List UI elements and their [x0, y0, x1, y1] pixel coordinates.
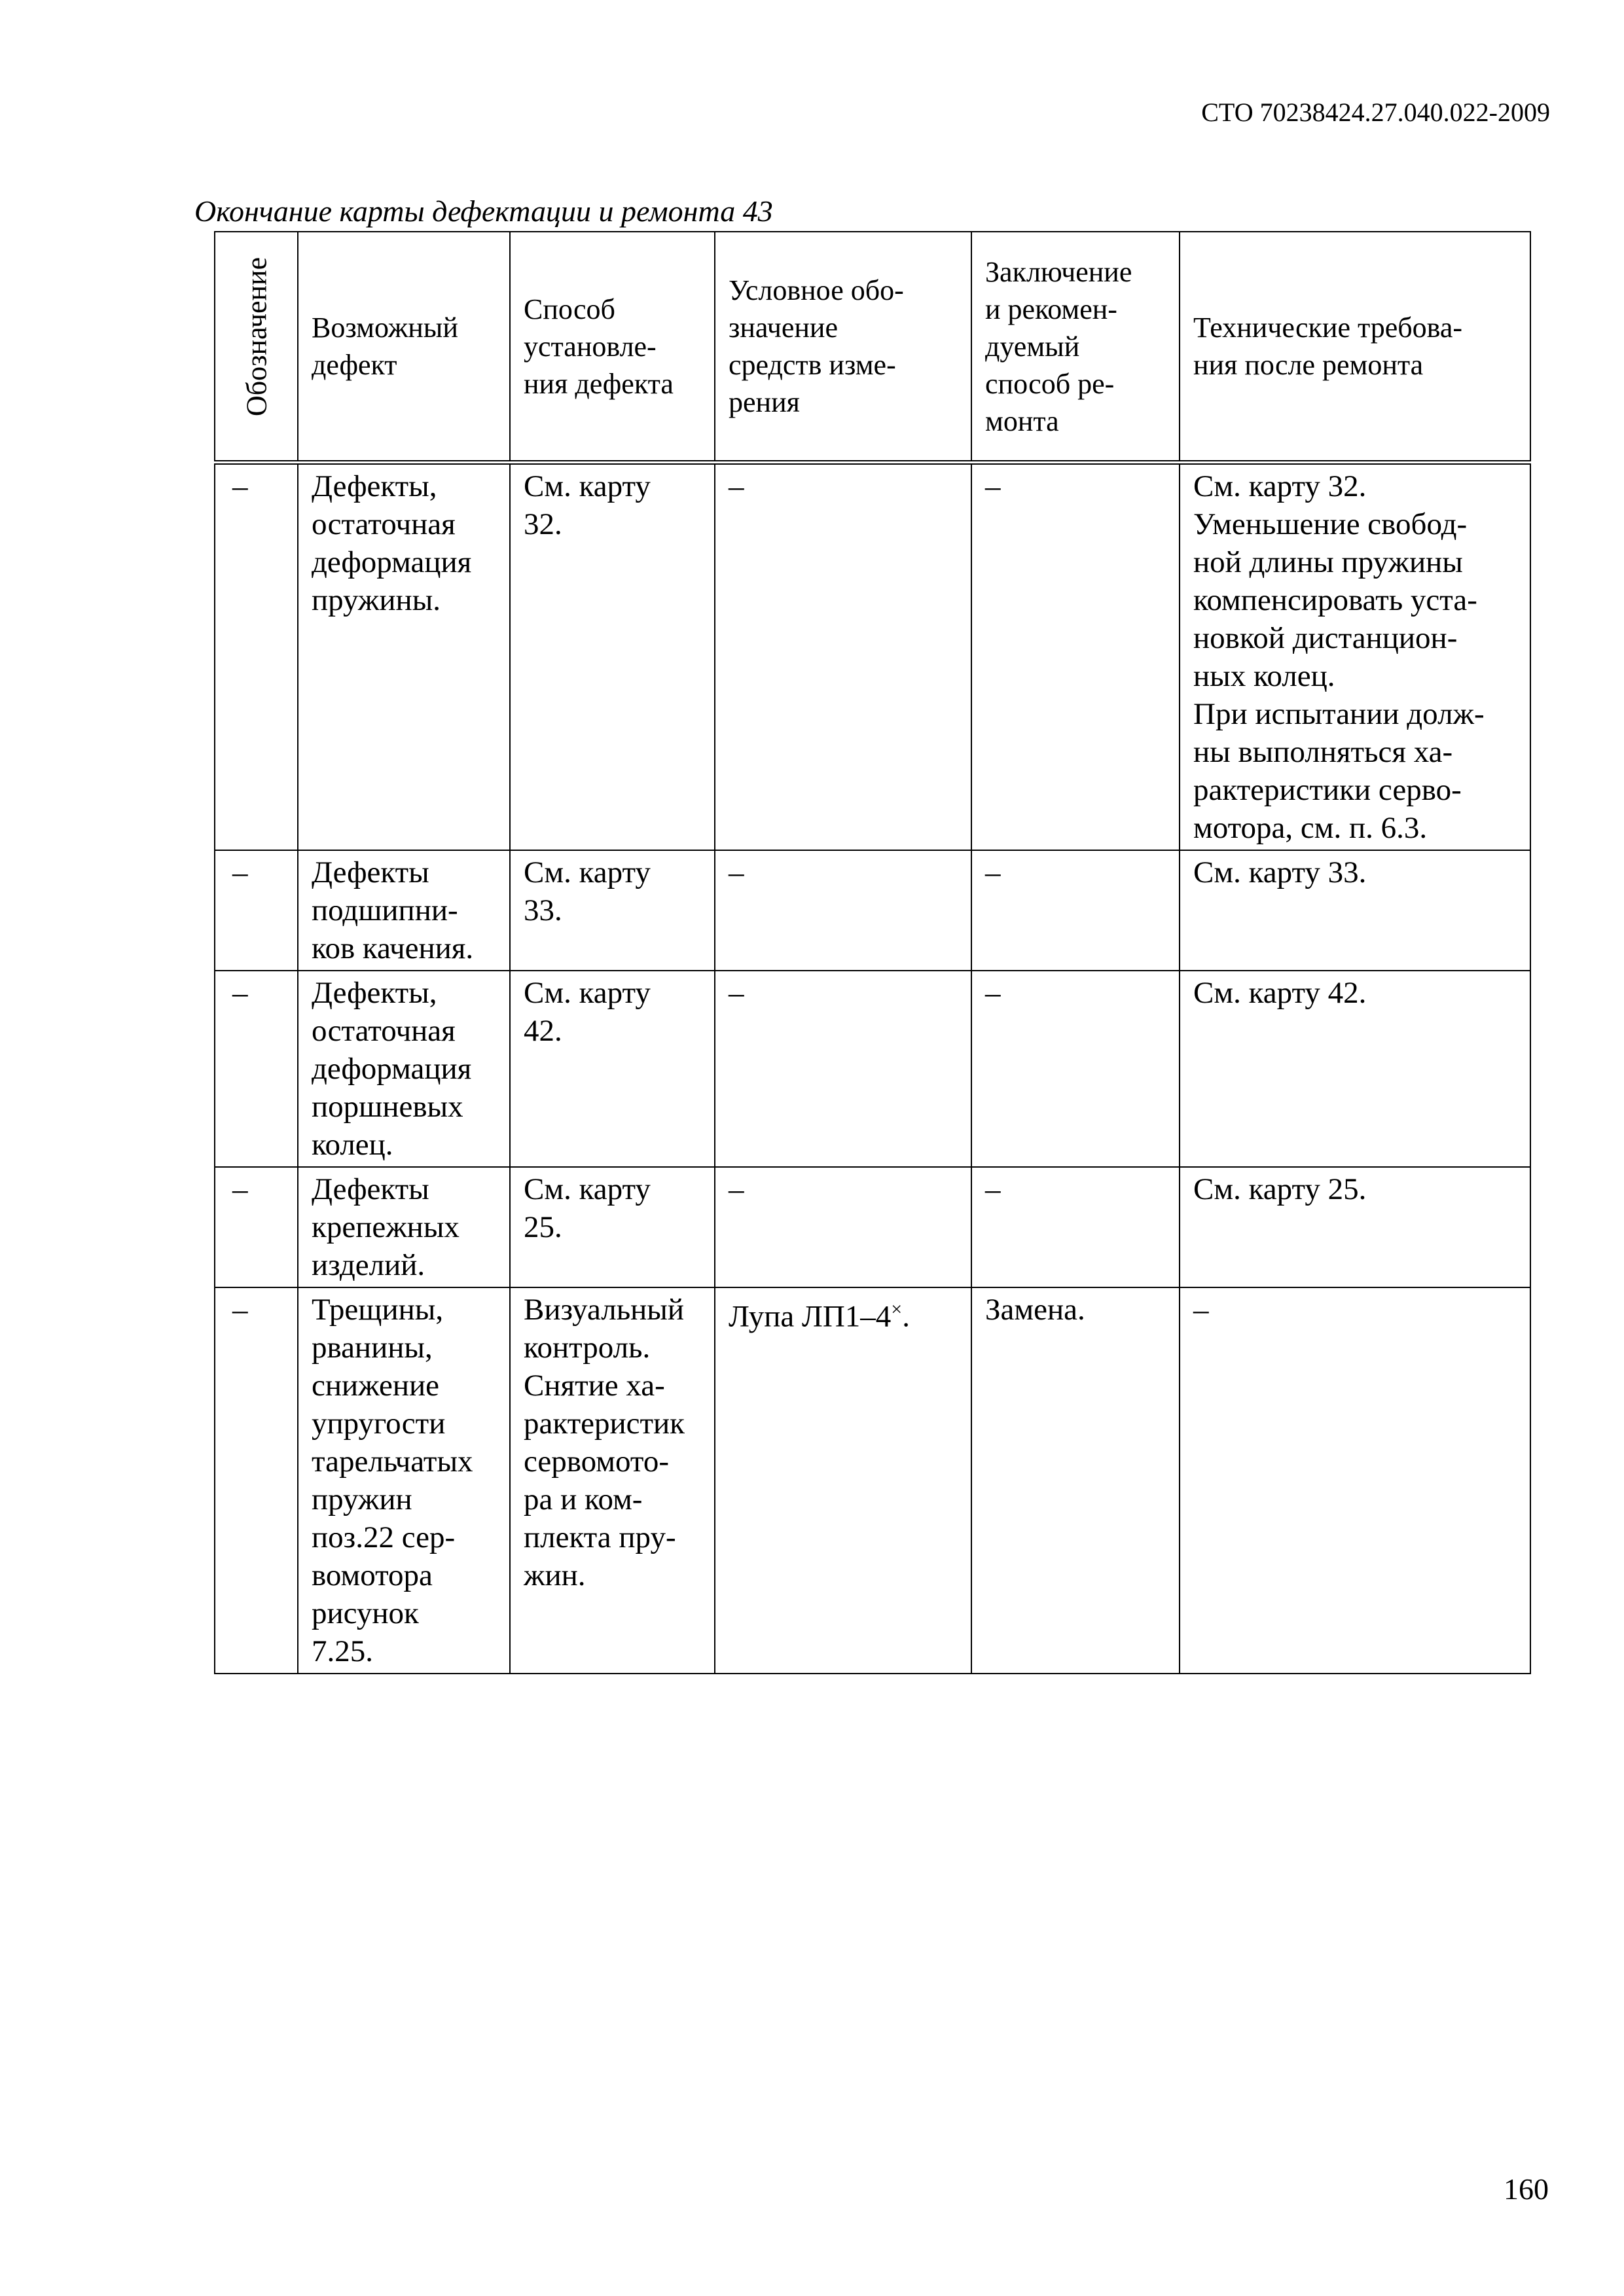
cell-measuring-means: – — [715, 850, 971, 971]
cell-measuring-means: – — [715, 463, 971, 851]
cell-defect: Дефекты крепежных изделий. — [298, 1167, 510, 1287]
cell-designation: – — [215, 463, 298, 851]
cell-detection-method: Визуальный контроль. Снятие ха- рактеристик сервомото- ра и ком- плекта пру- жин. — [510, 1287, 715, 1674]
cell-defect: Дефекты, остаточная деформация пружины. — [298, 463, 510, 851]
table-header-row — [215, 232, 1530, 463]
cell-measuring-means: – — [715, 971, 971, 1167]
column-header-measuring-means: Условное обо- значение средств изме- рения — [715, 232, 971, 463]
table-row — [215, 850, 1530, 971]
cell-detection-method: См. карту 32. — [510, 463, 715, 851]
cell-conclusion: – — [971, 463, 1180, 851]
cell-conclusion: – — [971, 1167, 1180, 1287]
cell-requirements: – — [1180, 1287, 1530, 1674]
cell-designation: – — [215, 971, 298, 1167]
cell-measuring-means: Лупа ЛП1–4×. — [715, 1287, 971, 1674]
column-header-detection-method: Способ установле- ния дефекта — [510, 232, 715, 463]
table-row — [215, 1167, 1530, 1287]
cell-defect: Дефекты подшипни- ков качения. — [298, 850, 510, 971]
page-number: 160 — [1504, 2172, 1549, 2206]
cell-requirements: См. карту 42. — [1180, 971, 1530, 1167]
cell-detection-method: См. карту 25. — [510, 1167, 715, 1287]
column-header-defect: Возможный дефект — [298, 232, 510, 463]
cell-defect: Трещины, рванины, снижение упругости тарельчатых пружин поз.22 сер- вомотора рисунок 7.25. — [298, 1287, 510, 1674]
cell-conclusion: Замена. — [971, 1287, 1180, 1674]
cell-conclusion: – — [971, 850, 1180, 971]
cell-measuring-means: – — [715, 1167, 971, 1287]
table-caption: Окончание карты дефектации и ремонта 43 — [194, 194, 773, 228]
table-row — [215, 1287, 1530, 1674]
cell-defect: Дефекты, остаточная деформация поршневых колец. — [298, 971, 510, 1167]
cell-requirements: См. карту 25. — [1180, 1167, 1530, 1287]
cell-designation: – — [215, 1287, 298, 1674]
defect-table-container — [214, 231, 1530, 1674]
column-header-designation: Обозначение — [215, 232, 298, 463]
cell-detection-method: См. карту 42. — [510, 971, 715, 1167]
table-row — [215, 971, 1530, 1167]
defect-repair-table — [214, 231, 1531, 1674]
document-code: СТО 70238424.27.040.022-2009 — [1201, 98, 1550, 127]
cell-conclusion: – — [971, 971, 1180, 1167]
column-header-requirements: Технические требова- ния после ремонта — [1180, 232, 1530, 463]
cell-detection-method: См. карту 33. — [510, 850, 715, 971]
table-row — [215, 463, 1530, 851]
column-header-conclusion: Заключение и рекомен- дуемый способ ре- монта — [971, 232, 1180, 463]
cell-designation: – — [215, 850, 298, 971]
cell-requirements: См. карту 33. — [1180, 850, 1530, 971]
cell-requirements: См. карту 32. Уменьшение свобод- ной длины пружины компенсировать уста- новкой дистанцион- ных колец. При испытании долж- ны выполняться ха- рактеристики серво- мотора, см. п. 6.3. — [1180, 463, 1530, 851]
cell-designation: – — [215, 1167, 298, 1287]
